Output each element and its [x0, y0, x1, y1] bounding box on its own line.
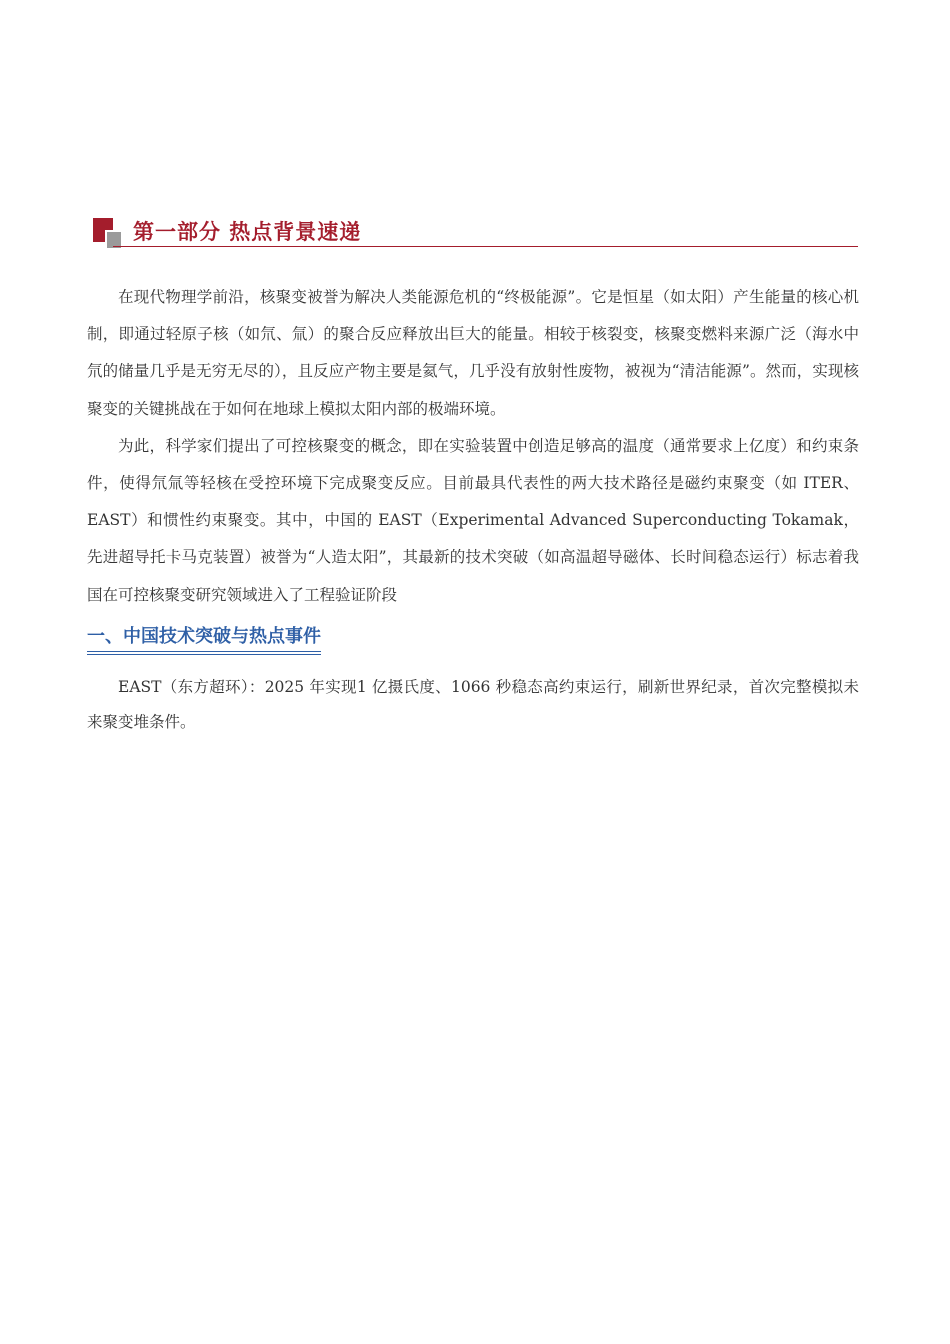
subsection-heading: [87, 622, 321, 655]
intro-body: [87, 279, 859, 614]
subsection-underline: [87, 654, 321, 655]
east-section-body: [87, 670, 859, 740]
section-title: 第一部分 热点背景速递: [133, 220, 362, 244]
section-rule: [113, 246, 858, 247]
paragraph-2: 为此，科学家们提出了可控核聚变的概念，即在实验装置中创造足够高的温度（通常要求上亿度）和约束条件，使得氘氚等轻核在受控环境下完成聚变反应。目前最具代表性的两大技术路径是磁约束聚变（如 ITER、EAST）和惯性约束聚变。其中，中国的 EAST（Experimental Advanced Superconducting Tokamak，先进超导托卡马克装置）被誉为“人造太阳”，其最新的技术突破（如高温超导磁体、长时间稳态运行）标志着我国在可控核聚变研究领域进入了工程验证阶段: [87, 436, 859, 604]
east-paragraph: EAST（东方超环）：2025 年实现1 亿摄氏度、1066 秒稳态高约束运行，刷新世界纪录，首次完整模拟未来聚变堆条件。: [87, 678, 859, 731]
paragraph-1: 在现代物理学前沿，核聚变被誉为解决人类能源危机的“终极能源”。它是恒星（如太阳）产生能量的核心机制，即通过轻原子核（如氘、氚）的聚合反应释放出巨大的能量。相较于核裂变，核聚变燃料来源广泛（海水中氘的储量几乎是无穷无尽的），且反应产物主要是氦气，几乎没有放射性废物，被视为“清洁能源”。然而，实现核聚变的关键挑战在于如何在地球上模拟太阳内部的极端环境。: [87, 288, 859, 418]
section-header: [93, 214, 858, 250]
subsection-title: 一、中国技术突破与热点事件: [87, 622, 321, 652]
